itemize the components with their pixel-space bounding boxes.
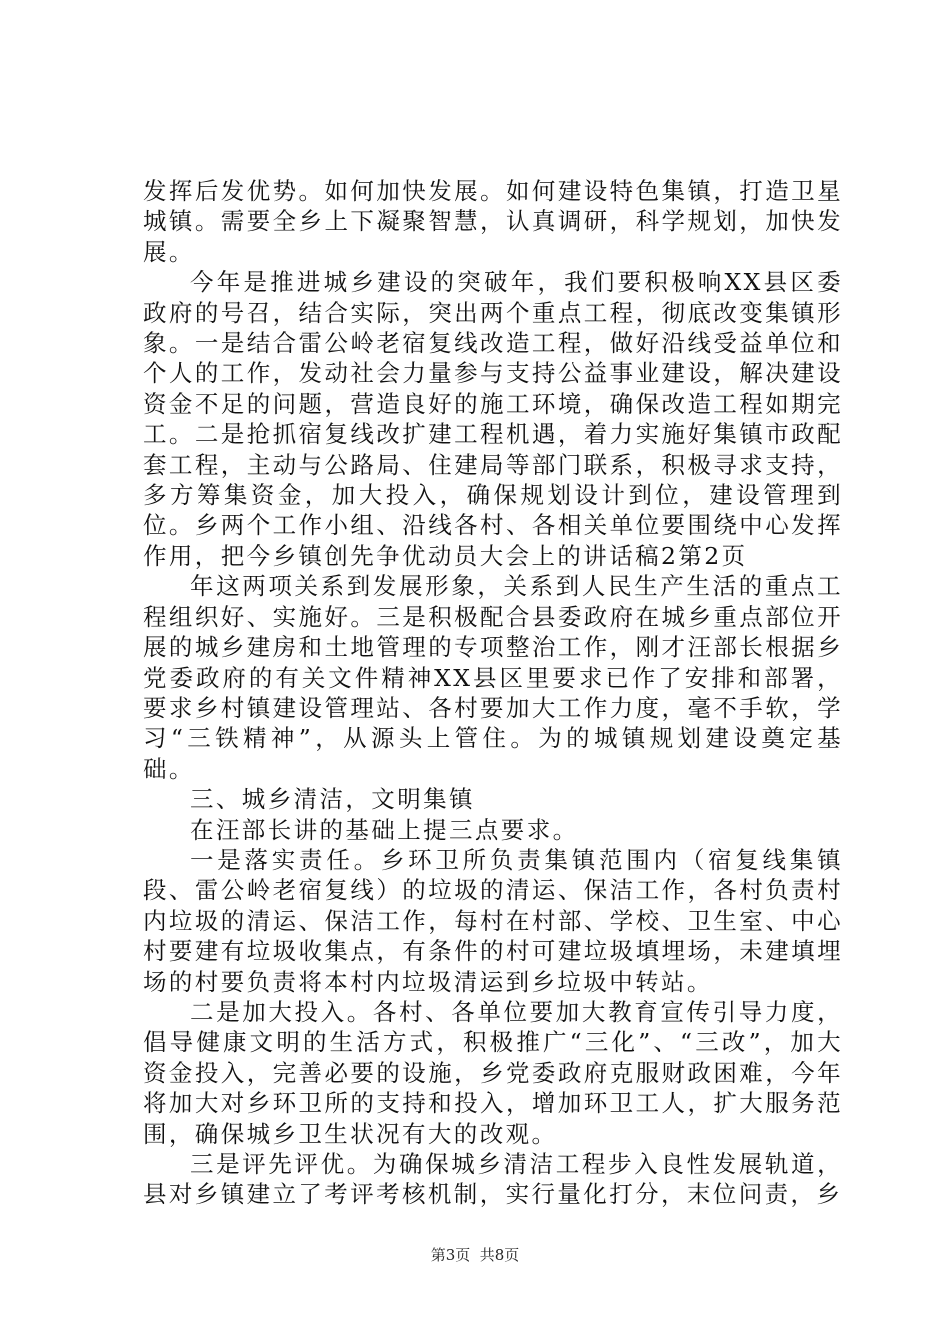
paragraph: 三是评先评优。为确保城乡清洁工程步入良性发展轨道，县对乡镇建立了考评考核机制，实行量化打分，末位问责，乡 (143, 1150, 843, 1209)
paragraph: 年这两项关系到发展形象，关系到人民生产生活的重点工程组织好、实施好。三是积极配合县委政府在城乡重点部位开展的城乡建房和土地管理的专项整治工作，刚才汪部长根据乡党委政府的有关文件精神XX县区里要求已作了安排和部署，要求乡村镇建设管理站、各村要加大工作力度，毫不手软，学习“三铁精神”，从源头上管住。为的城镇规划建设奠定基础。 (143, 572, 843, 783)
paragraph: 今年是推进城乡建设的突破年，我们要积极响XX县区委政府的号召，结合实际，突出两个重点工程，彻底改变集镇形象。一是结合雷公岭老宿复线改造工程，做好沿线受益单位和个人的工作，发动社会力量参与支持公益事业建设，解决建设资金不足的问题，营造良好的施工环境，确保改造工程如期完工。二是抢抓宿复线改扩建工程机遇，着力实施好集镇市政配套工程，主动与公路局、住建局等部门联系，积极寻求支持，多方筹集资金，加大投入，确保规划设计到位，建设管理到位。乡两个工作小组、沿线各村、各相关单位要围绕中心发挥作用，把今乡镇创先争优动员大会上的讲话稿2第2页 (143, 268, 843, 570)
paragraph: 二是加大投入。各村、各单位要加大教育宣传引导力度，倡导健康文明的生活方式，积极推广“三化”、“三改”，加大资金投入，完善必要的设施，乡党委政府克服财政困难，今年将加大对乡环卫所的支持和投入，增加环卫工人，扩大服务范围，确保城乡卫生状况有大的改观。 (143, 997, 843, 1148)
document-body (143, 176, 843, 1210)
section-heading: 三、城乡清洁，文明集镇 (190, 785, 475, 814)
page-number-label: 第3页 共8页 (430, 1246, 520, 1264)
paragraph: 发挥后发优势。如何加快发展。如何建设特色集镇，打造卫星城镇。需要全乡上下凝聚智慧，认真调研，科学规划，加快发展。 (143, 177, 843, 266)
page-footer (0, 1244, 950, 1265)
paragraph: 一是落实责任。乡环卫所负责集镇范围内（宿复线集镇段、雷公岭老宿复线）的垃圾的清运、保洁工作，各村负责村内垃圾的清运、保洁工作，每村在村部、学校、卫生室、中心村要建有垃圾收集点，有条件的村可建垃圾填埋场，未建填埋场的村要负责将本村内垃圾清运到乡垃圾中转站。 (143, 845, 843, 996)
paragraph: 在汪部长讲的基础上提三点要求。 (190, 815, 579, 844)
